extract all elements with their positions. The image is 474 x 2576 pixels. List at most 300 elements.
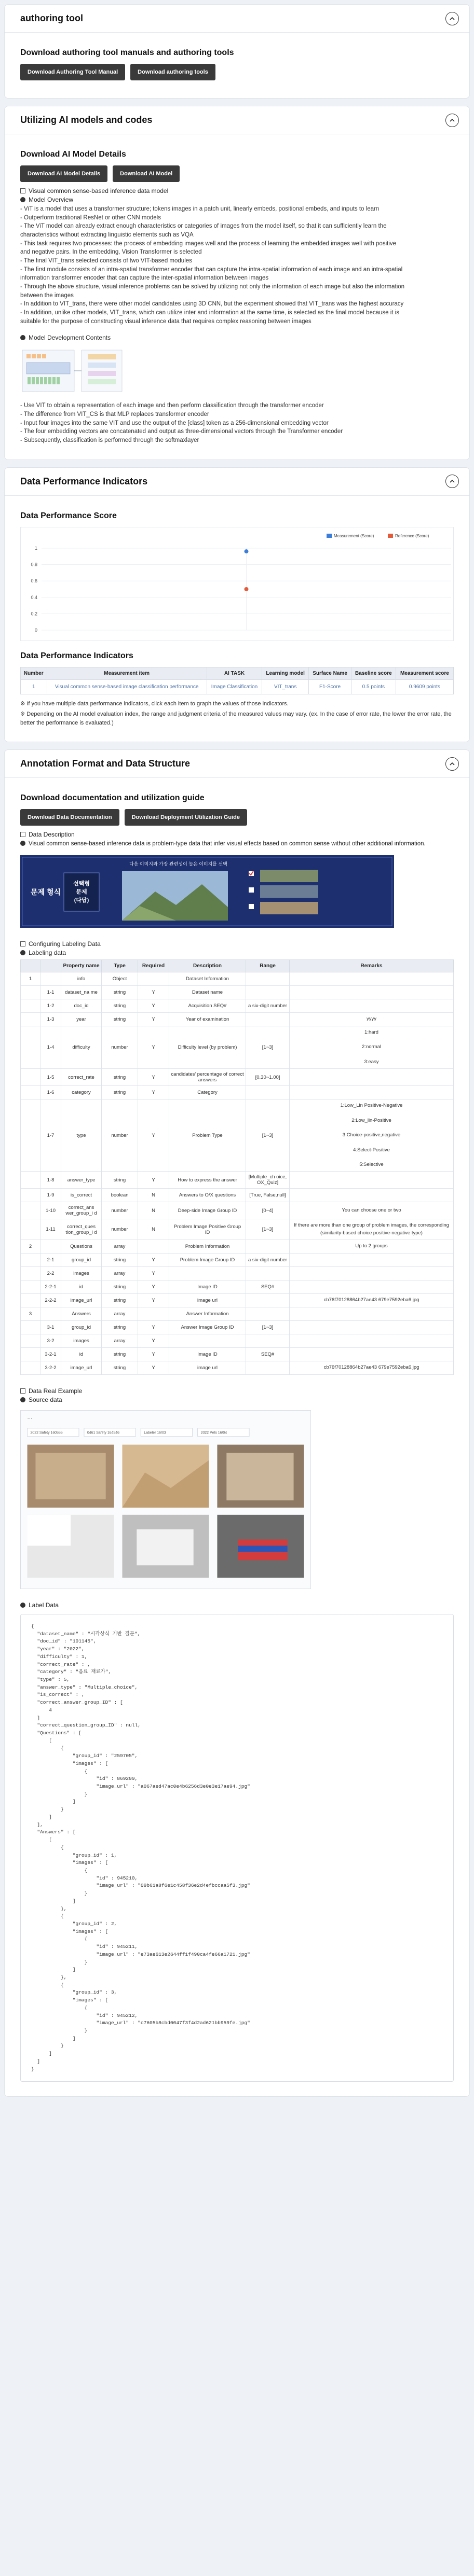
table-cell: 1-1 <box>40 985 61 999</box>
panel-title: Utilizing AI models and codes <box>20 115 153 125</box>
table-cell: Y <box>138 1099 169 1172</box>
square-bullet-icon <box>20 1388 25 1394</box>
table-cell: Y <box>138 1069 169 1086</box>
table-cell: string <box>102 1361 138 1374</box>
table-cell: string <box>102 1280 138 1293</box>
table-cell: Answer Image Group ID <box>169 1320 246 1334</box>
table-cell: 1 <box>21 679 47 694</box>
table-cell: string <box>102 1069 138 1086</box>
task-label <box>20 187 454 194</box>
table-cell: is_correct <box>61 1189 102 1202</box>
table-cell: group_id <box>61 1253 102 1266</box>
overview-line: - ViT is a model that uses a transformer structure; tokens images in a patch unit, linearly embeds, positional embeds, and inputs to learn <box>20 206 380 212</box>
panel-body <box>5 778 469 2096</box>
table-cell: [True, False,null] <box>246 1189 290 1202</box>
table-cell <box>21 1253 40 1266</box>
table-cell: number <box>102 1202 138 1219</box>
annotation-panel <box>4 749 470 2097</box>
table-cell: Answers <box>61 1307 102 1320</box>
table-cell: [0~4] <box>246 1202 290 1219</box>
table-cell <box>21 1293 40 1307</box>
overview-line: information transformer encoder that can capture the inter-spatial information between images <box>20 275 269 282</box>
panel-header <box>5 468 469 496</box>
column-header: Number <box>21 667 47 679</box>
table-cell: N <box>138 1202 169 1219</box>
table-row <box>21 999 454 1012</box>
panel-title: Annotation Format and Data Structure <box>20 758 191 769</box>
table-cell: array <box>102 1240 138 1253</box>
table-cell: If there are more than one group of problem images, the corresponding (similarity-based choice positive-negative type) <box>290 1219 454 1240</box>
panel-body <box>5 33 469 98</box>
model-architecture-diagram-image <box>20 347 124 395</box>
source-tab-label: 0461 Safety 164546 <box>87 1431 119 1435</box>
table-cell <box>246 972 290 985</box>
table-cell: Problem Image Group ID <box>169 1253 246 1266</box>
data-point[interactable] <box>245 587 249 591</box>
table-row <box>21 1189 454 1202</box>
table-cell: Y <box>138 985 169 999</box>
y-tick-label: 1 <box>34 545 37 551</box>
real-example-label-text: Data Real Example <box>29 1387 83 1395</box>
column-header: Type <box>102 959 138 972</box>
table-cell: yyyy <box>290 1012 454 1026</box>
column-header: Measurement score <box>396 667 453 679</box>
section-heading: Download documentation and utilization guide <box>20 793 205 803</box>
problem-type-banner-image <box>20 855 394 928</box>
table-cell: 1:hard 2:normal 3:easy <box>290 1026 454 1068</box>
download-model-details-button[interactable]: Download AI Model Details <box>20 165 107 182</box>
table-cell: string <box>102 1293 138 1307</box>
table-cell: image url <box>169 1293 246 1307</box>
table-cell: Category <box>169 1086 246 1099</box>
table-cell: Year of examination <box>169 1012 246 1026</box>
table-cell: Acquisition SEQ# <box>169 999 246 1012</box>
label-data-label-text: Label Data <box>29 1601 59 1609</box>
banner-left-text: 문제 형식 <box>31 887 61 896</box>
table-cell: image_url <box>61 1361 102 1374</box>
table-cell: Image ID <box>169 1347 246 1361</box>
column-header: Baseline score <box>351 667 396 679</box>
column-header: Remarks <box>290 959 454 972</box>
overview-line: characteristics without extracting linguistic elements such as VQA <box>20 232 194 239</box>
description-label <box>20 831 454 838</box>
table-header-row <box>21 959 454 972</box>
table-cell <box>290 1189 454 1202</box>
table-cell: Deep-side Image Group ID <box>169 1202 246 1219</box>
table-cell: string <box>102 1012 138 1026</box>
y-tick-label: 0.4 <box>31 594 37 600</box>
table-cell: difficulty <box>61 1026 102 1068</box>
panel-title: Data Performance Indicators <box>20 476 148 486</box>
description-item <box>20 840 454 848</box>
table-row <box>21 1240 454 1253</box>
table-cell <box>138 1307 169 1320</box>
table-cell <box>40 1307 61 1320</box>
section-heading: Download AI Model Details <box>20 150 126 159</box>
table-cell: Image Classification <box>207 679 262 694</box>
table-cell: 1-2 <box>40 999 61 1012</box>
overview-line: - This task requires two processes: the process of embedding images well and the process of learning the embedded images well with positive <box>20 240 397 247</box>
performance-chart-svg <box>21 527 453 640</box>
overview-line: - The ViT model can already extract enough characteristics or categories of images from the model itself, so that it can sufficiently learn the <box>20 223 387 230</box>
dev-label <box>20 334 454 341</box>
table-cell: Y <box>138 1320 169 1334</box>
table-cell <box>138 972 169 985</box>
svg-text:···: ··· <box>27 1415 33 1422</box>
table-row <box>21 1202 454 1219</box>
table-cell <box>21 1026 40 1068</box>
button-row <box>20 809 454 826</box>
indicators-heading: Data Performance Indicators <box>20 651 133 660</box>
square-bullet-icon <box>20 832 25 837</box>
y-tick-label: 0.2 <box>31 611 37 617</box>
table-cell: a six-digit number <box>246 1253 290 1266</box>
overview-line: and negative pairs. In the embedding, Vision Transformer is selected <box>20 249 202 256</box>
y-tick-label: 0.8 <box>31 562 37 567</box>
table-cell: number <box>102 1219 138 1240</box>
table-cell: string <box>102 1253 138 1266</box>
overview-line: between the images <box>20 292 74 299</box>
score-heading: Data Performance Score <box>20 511 117 520</box>
table-cell: 2-2 <box>40 1266 61 1280</box>
overview-line: - In addition to VIT_trans, there were other model candidates using 3D CNN, but the experiment showed that VIT_trans was the highest accuracy <box>20 301 404 308</box>
panel-body <box>5 134 469 459</box>
table-cell <box>290 1172 454 1189</box>
column-header: Required <box>138 959 169 972</box>
table-cell: 1-5 <box>40 1069 61 1086</box>
table-cell: 1-8 <box>40 1172 61 1189</box>
table-cell: category <box>61 1086 102 1099</box>
table-cell <box>246 1293 290 1307</box>
source-data-image <box>20 1410 311 1589</box>
column-header <box>21 959 40 972</box>
table-cell: 3-2-1 <box>40 1347 61 1361</box>
table-cell <box>21 1172 40 1189</box>
table-cell: 0.5 points <box>351 679 396 694</box>
table-cell <box>138 1240 169 1253</box>
real-example-label <box>20 1387 454 1395</box>
note-multiple-indicators: ※ If you have multiple data performance indicators, click each item to graph the values of those indicators. <box>20 700 289 707</box>
banner-tag-text: 선택형 문제 (다답) <box>73 880 90 903</box>
panel-header <box>5 750 469 778</box>
table-cell <box>290 972 454 985</box>
table-cell <box>246 1307 290 1320</box>
table-cell: cb76f70128864b27ae43 679e7592eba6.jpg <box>290 1293 454 1307</box>
table-cell: SEQ# <box>246 1280 290 1293</box>
table-cell: [1~3] <box>246 1099 290 1172</box>
collapse-chevron-icon[interactable] <box>445 757 459 771</box>
table-cell: Problem Image Positive Group ID <box>169 1219 246 1240</box>
panel-header <box>5 106 469 134</box>
table-cell: year <box>61 1012 102 1026</box>
table-cell: string <box>102 1347 138 1361</box>
table-row <box>21 1307 454 1320</box>
labeling-table <box>20 959 454 1375</box>
performance-table <box>20 667 454 694</box>
circle-bullet-icon <box>20 1397 25 1402</box>
table-row <box>21 1293 454 1307</box>
table-row[interactable] <box>21 679 454 694</box>
table-cell: Dataset name <box>169 985 246 999</box>
table-cell: Y <box>138 1266 169 1280</box>
table-cell: Y <box>138 999 169 1012</box>
dev-line: - Use VIT to obtain a representation of each image and then perform classification through the transformer encoder <box>20 402 324 409</box>
table-cell: 1-3 <box>40 1012 61 1026</box>
table-cell <box>246 1334 290 1347</box>
table-row <box>21 1086 454 1099</box>
table-cell: F1-Score <box>309 679 351 694</box>
table-cell: 2-2-1 <box>40 1280 61 1293</box>
table-cell <box>21 1189 40 1202</box>
table-cell: group_id <box>61 1320 102 1334</box>
banner-question-text: 다음 이미지와 가장 관련성이 높은 이미지를 선택 <box>129 861 227 867</box>
table-cell: id <box>61 1280 102 1293</box>
table-row <box>21 1361 454 1374</box>
performance-panel <box>4 467 470 743</box>
table-cell: answer_type <box>61 1172 102 1189</box>
table-cell <box>290 999 454 1012</box>
panel-title: authoring tool <box>20 13 83 23</box>
table-cell: id <box>61 1347 102 1361</box>
table-cell: 2-1 <box>40 1253 61 1266</box>
circle-bullet-icon <box>20 950 25 955</box>
square-bullet-icon <box>20 941 25 946</box>
table-cell: array <box>102 1334 138 1347</box>
table-cell: Problem Information <box>169 1240 246 1253</box>
table-cell: You can choose one or two <box>290 1202 454 1219</box>
table-cell: image url <box>169 1361 246 1374</box>
table-cell <box>290 1280 454 1293</box>
labeling-label-text: Labeling data <box>29 949 66 956</box>
table-row <box>21 1334 454 1347</box>
table-cell <box>246 1012 290 1026</box>
table-cell <box>290 1266 454 1280</box>
dev-label-text: Model Development Contents <box>29 334 111 342</box>
table-cell <box>290 1307 454 1320</box>
labeling-label <box>20 949 454 956</box>
column-header: Surface Name <box>309 667 351 679</box>
source-label <box>20 1396 454 1403</box>
table-cell: N <box>138 1189 169 1202</box>
table-cell: 2 <box>21 1240 40 1253</box>
table-cell <box>290 1347 454 1361</box>
table-cell: dataset_na me <box>61 985 102 999</box>
table-cell <box>21 1347 40 1361</box>
table-row <box>21 1026 454 1068</box>
table-cell: images <box>61 1334 102 1347</box>
column-header: AI TASK <box>207 667 262 679</box>
table-cell: Y <box>138 1334 169 1347</box>
table-cell <box>21 1069 40 1086</box>
table-cell: correct_rate <box>61 1069 102 1086</box>
table-cell <box>21 1361 40 1374</box>
table-cell <box>21 999 40 1012</box>
table-cell <box>21 1086 40 1099</box>
column-header: Property name <box>61 959 102 972</box>
collapse-chevron-icon[interactable] <box>445 475 459 488</box>
table-cell: Y <box>138 1026 169 1068</box>
table-cell: VIT_trans <box>262 679 309 694</box>
source-tab-label: 2022 Safety 160555 <box>30 1431 63 1435</box>
table-row <box>21 985 454 999</box>
table-cell <box>246 1266 290 1280</box>
dev-text <box>20 401 454 444</box>
authoring-tool-panel <box>4 4 470 99</box>
table-cell <box>21 1202 40 1219</box>
description-text: Visual common sense-based inference data is problem-type data that infer visual effects based on common sense without other additional information. <box>29 841 426 847</box>
download-documentation-button[interactable]: Download Data Documentation <box>20 809 119 826</box>
label-data-label <box>20 1602 454 1609</box>
table-cell: [0.30~1.00] <box>246 1069 290 1086</box>
label-json-code: { "dataset_name" : "시각상식 기반 질문", "doc_id" : "101145", "year" : "2022", "difficulty" : 1, "correct_rate" : , "category" : "음료 재료가", "type" : 5, "answer_type" : "Multiple_choice", "is_correct" : , "correct_answer_group_ID" : [ 4 ] "correct_question_group_ID" : null, "Questions" : [ [ { "group_id" : "259705", "images" : [ { "id" : 869209, "image_url" : "a067aed47ac0e4b6256d3e0e3e17ae94.jpg" } ] } ] ], "Answers" : [ [ { "group_id" : 1, "images" : [ { "id" : 945210, "image_url" : "09b61a8f6e1c458f36e2d4efbccaa5f3.jpg" } ] }, { "group_id" : 2, "images" : [ { "id" : 945211, "image_url" : "e73ae613e2644ff1f490ca4fe66a1721.jpg" } ] }, { "group_id" : 3, "images" : [ { "id" : 945212, "image_url" : "c7605b8cbd0047f3f4d2ad621bb959fe.jpg" } ] } ] ] } <box>20 1614 454 2082</box>
table-cell: 1:Low_Lin Positive-Negative 2:Low_lin-Positive 3:Choice-positive,negative 4:Select-Positive 5:Selective <box>290 1099 454 1172</box>
table-cell: Y <box>138 1361 169 1374</box>
circle-bullet-icon <box>20 841 25 846</box>
table-cell: [1~3] <box>246 1026 290 1068</box>
table-cell: 1-7 <box>40 1099 61 1172</box>
download-manual-button[interactable]: Download Authoring Tool Manual <box>20 64 125 80</box>
overview-text <box>20 205 454 326</box>
config-label-text: Configuring Labeling Data <box>29 940 101 948</box>
table-cell <box>290 1069 454 1086</box>
table-cell: 3-2-2 <box>40 1361 61 1374</box>
table-cell <box>169 1266 246 1280</box>
table-cell: array <box>102 1307 138 1320</box>
table-cell: Visual common sense-based image classification performance <box>47 679 207 694</box>
column-header: Learning model <box>262 667 309 679</box>
table-cell: SEQ# <box>246 1347 290 1361</box>
y-tick-label: 0 <box>34 627 37 633</box>
download-guide-button[interactable]: Download Deployment Utilization Guide <box>125 809 247 826</box>
table-cell <box>246 1361 290 1374</box>
table-cell <box>21 1099 40 1172</box>
table-cell: N <box>138 1219 169 1240</box>
table-cell: Up to 2 groups <box>290 1240 454 1253</box>
table-cell: info <box>61 972 102 985</box>
table-cell: doc_id <box>61 999 102 1012</box>
table-cell: array <box>102 1266 138 1280</box>
task-label-text: Visual common sense-based inference data model <box>29 187 169 194</box>
performance-chart <box>20 527 454 641</box>
source-label-text: Source data <box>29 1396 62 1403</box>
table-cell: Image ID <box>169 1280 246 1293</box>
table-cell: string <box>102 1172 138 1189</box>
source-tab-label: 2022 Pets 16/04 <box>200 1431 227 1435</box>
table-cell <box>246 985 290 999</box>
ai-models-panel <box>4 106 470 460</box>
table-cell <box>290 1086 454 1099</box>
table-cell: image_url <box>61 1293 102 1307</box>
table-cell: Y <box>138 1293 169 1307</box>
table-row <box>21 972 454 985</box>
table-row <box>21 1266 454 1280</box>
table-cell: images <box>61 1266 102 1280</box>
table-cell <box>40 972 61 985</box>
collapse-chevron-icon[interactable] <box>445 114 459 127</box>
dev-line: - Input four images into the same VIT and use the output of the [class] token as a 256-dimensional embedding vector <box>20 420 329 426</box>
collapse-chevron-icon[interactable] <box>445 12 459 25</box>
table-cell: correct_ques tion_group_i d <box>61 1219 102 1240</box>
table-cell: string <box>102 1320 138 1334</box>
table-cell: 3-1 <box>40 1320 61 1334</box>
table-cell: number <box>102 1099 138 1172</box>
table-cell: Answers to O/X questions <box>169 1189 246 1202</box>
column-header: Range <box>246 959 290 972</box>
table-cell: 1-4 <box>40 1026 61 1068</box>
table-cell: Y <box>138 1012 169 1026</box>
table-cell: a six-digit number <box>246 999 290 1012</box>
panel-header <box>5 5 469 33</box>
circle-bullet-icon <box>20 1603 25 1608</box>
download-tools-button[interactable]: Download authoring tools <box>130 64 215 80</box>
table-cell: type <box>61 1099 102 1172</box>
table-row <box>21 1320 454 1334</box>
table-cell: 2-2-2 <box>40 1293 61 1307</box>
table-cell: Difficulty level (by problem) <box>169 1026 246 1068</box>
config-label <box>20 940 454 948</box>
table-cell: 1 <box>21 972 40 985</box>
table-cell: How to express the answer <box>169 1172 246 1189</box>
button-row <box>20 165 454 182</box>
dev-line: - Subsequently, classification is performed through the softmaxlayer <box>20 437 199 444</box>
table-row <box>21 1172 454 1189</box>
table-cell <box>246 1086 290 1099</box>
overview-line: suitable for the purpose of constructing visual inference data that requires complex reasoning between images <box>20 318 312 325</box>
y-tick-label: 0.6 <box>31 578 37 583</box>
table-cell: [Multiple_ch oice, OX_Quiz] <box>246 1172 290 1189</box>
table-cell: boolean <box>102 1189 138 1202</box>
circle-bullet-icon <box>20 197 25 202</box>
table-cell: cb76f70128864b27ae43 679e7592eba6.jpg <box>290 1361 454 1374</box>
table-cell: Object <box>102 972 138 985</box>
column-header: Description <box>169 959 246 972</box>
legend-swatch <box>388 534 393 538</box>
table-cell <box>21 1012 40 1026</box>
table-cell: Problem Type <box>169 1099 246 1172</box>
table-row <box>21 1099 454 1172</box>
table-cell: Answer Information <box>169 1307 246 1320</box>
table-cell: string <box>102 1086 138 1099</box>
table-header-row <box>21 667 454 679</box>
table-cell: Questions <box>61 1240 102 1253</box>
table-row <box>21 1012 454 1026</box>
overview-line: - Outperform traditional ResNet or other CNN models <box>20 214 161 221</box>
legend-swatch <box>327 534 332 538</box>
table-cell <box>290 985 454 999</box>
table-cell: Y <box>138 1253 169 1266</box>
table-cell <box>290 1320 454 1334</box>
table-cell: 0.9609 points <box>396 679 453 694</box>
dev-line: - The difference from VIT_CS is that MLP replaces transformer encoder <box>20 411 209 418</box>
column-header: Measurement item <box>47 667 207 679</box>
download-model-button[interactable]: Download AI Model <box>113 165 180 182</box>
overview-line: - In addition, unlike other models, VIT_trans, which can utilize inter and information at the same time, is selected as the final model because it is <box>20 310 399 316</box>
table-cell: 3-2 <box>40 1334 61 1347</box>
table-cell: string <box>102 985 138 999</box>
table-cell: 3 <box>21 1307 40 1320</box>
data-point[interactable] <box>245 549 249 553</box>
table-cell <box>40 1240 61 1253</box>
panel-body <box>5 496 469 742</box>
table-cell: Dataset Information <box>169 972 246 985</box>
table-cell: Y <box>138 1172 169 1189</box>
table-cell: [1~3] <box>246 1219 290 1240</box>
table-row <box>21 1280 454 1293</box>
table-cell: [1~3] <box>246 1320 290 1334</box>
table-cell <box>21 1320 40 1334</box>
table-cell: Y <box>138 1280 169 1293</box>
description-label-text: Data Description <box>29 831 75 839</box>
